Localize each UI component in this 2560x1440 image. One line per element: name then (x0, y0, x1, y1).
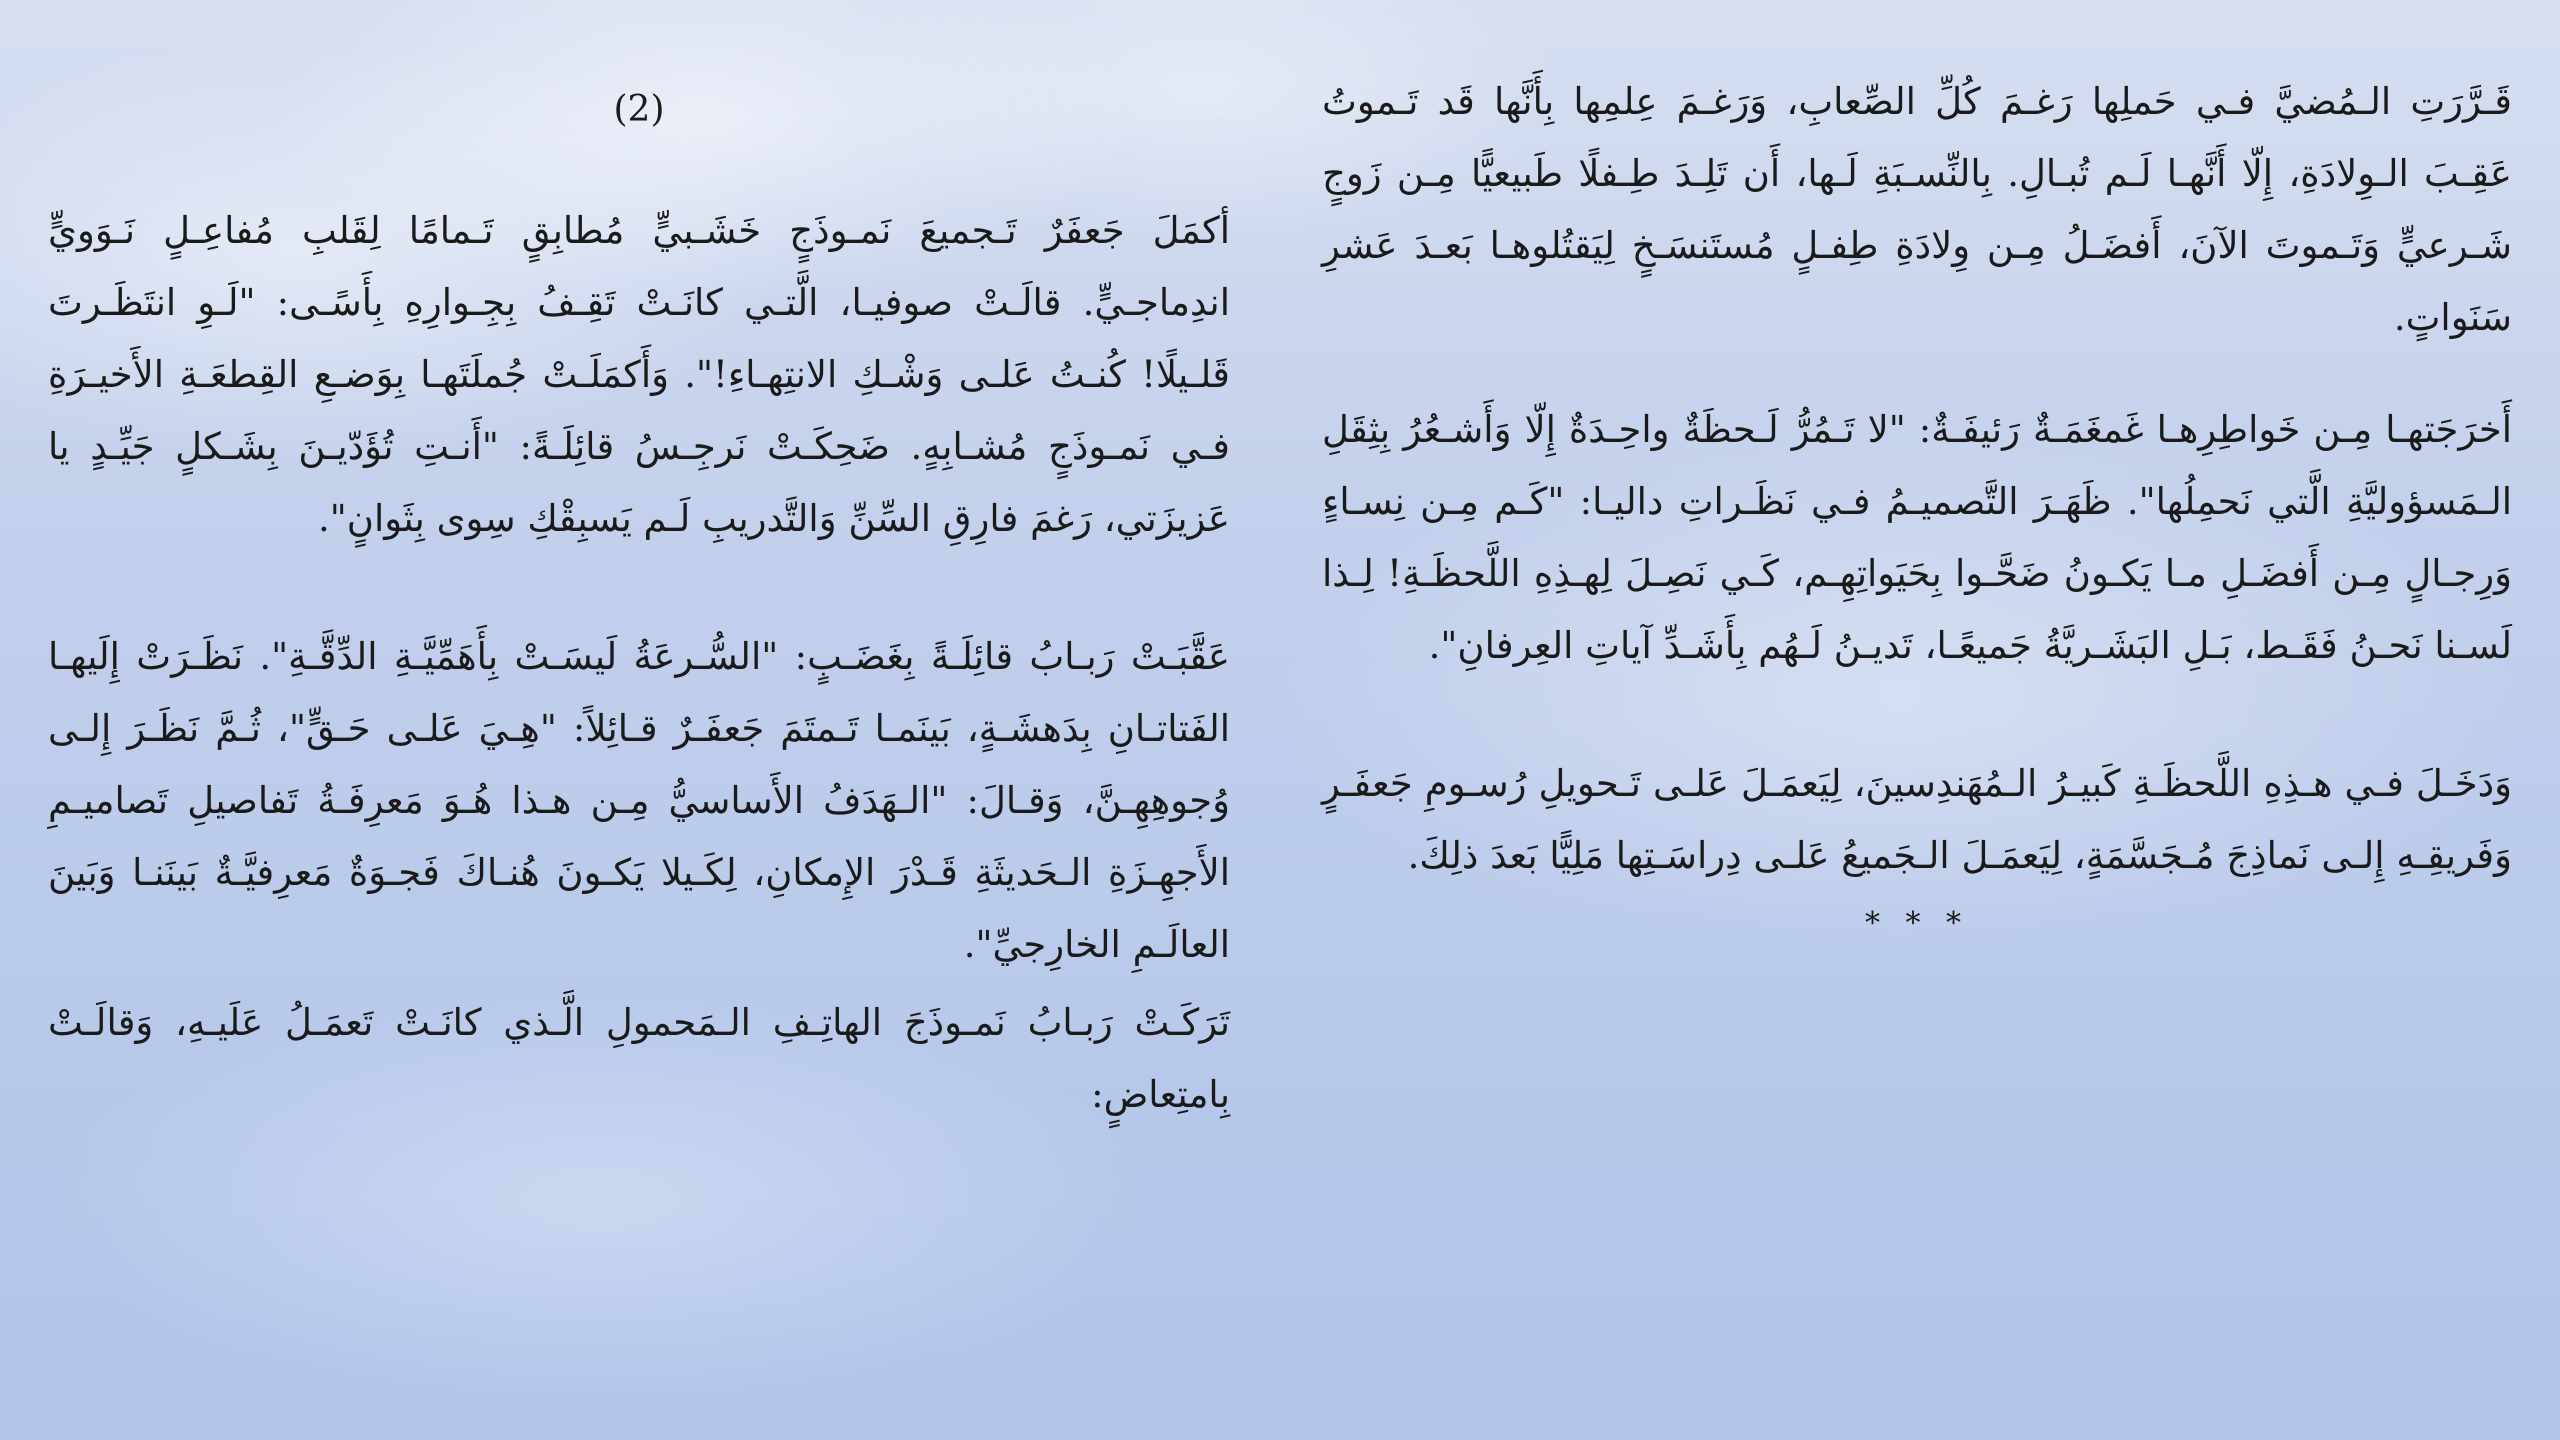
page-number: (2) (613, 89, 665, 130)
left-paragraph-3: تَرَكَـتْ رَبـابُ نَمـوذَجَ الهاتِـفِ الـمَحمولِ الَّـذي كانَـتْ تَعمَـلُ عَلَيـهِ، وَقالَـتْ بِامتِعاضٍ: (48, 1001, 1230, 1116)
right-paragraph-1: قَـرَّرَتِ الـمُضيَّ فـي حَملِها رَغـمَ كُلِّ الصِّعابِ، وَرَغـمَ عِلمِها بِأَنَّها قَد تَـموتُ عَقِـبَ الـوِلادَةِ، إِلّا أَنَّهـا لَـم تُبـالِ. بِالنِّسـبَةِ لَـها، أَن تَلِـدَ طِـفلًا طَبيعيًّا مِـن زَوجٍ شَـرعيٍّ وَتَـموتَ الآنَ، أَفضَـلُ مِـن وِلادَةِ طِفـلٍ مُستَنسَـخٍ لِيَقتُلوهـا بَعـدَ عَشرِ سَنَواتٍ. (1322, 80, 2512, 339)
left-page-content (48, 195, 1230, 1131)
left-paragraph-2: عَقَّبَـتْ رَبـابُ قائِلَـةً بِغَضَـبٍ: "السُّـرعَةُ لَيسَـتْ بِأَهَمِّيَّـةِ الدِّقَّـةِ". نَظَـرَتْ إِلَيهـا الفَتاتـانِ بِدَهشَـةٍ، بَينَمـا تَـمتَمَ جَعفَـرٌ قـائِلاً: "هِـيَ عَلـى حَـقٍّ"، ثُـمَّ نَظَـرَ إِلـى وُجوهِهِـنَّ، وَقـالَ: "الـهَدَفُ الأَساسيُّ مِـن هـذا هُـوَ مَعرِفَـةُ تَفاصيلِ تَصاميـمِ الأَجهِـزَةِ الـحَديثَةِ قَـدْرَ الإِمكانِ، لِكَـيلا يَكـونَ هُنـاكَ فَجـوَةٌ مَعرِفيَّـةٌ بَينَنـا وَبَينَ العالَـمِ الخارِجيِّ". (48, 635, 1230, 966)
section-separator: * * * (1864, 906, 1970, 941)
right-page (1322, 0, 2512, 1440)
right-paragraph-3: وَدَخَـلَ فـي هـذِهِ اللَّحظَـةِ كَبيـرُ الـمُهَندِسينَ، لِيَعمَـلَ عَلـى تَـحويلِ رُسـومِ جَعفَـرٍ وَفَريقِـهِ إِلـى نَماذِجَ مُـجَسَّمَةٍ، لِيَعمَـلَ الـجَميعُ عَلـى دِراسَـتِها مَلِيًّا بَعدَ ذلِكَ. (1322, 762, 2512, 877)
left-page (48, 0, 1230, 1440)
right-paragraph-2: أَخرَجَتهـا مِـن خَواطِرِهـا غَمغَمَـةٌ رَئيفَـةٌ: "لا تَـمُرُّ لَـحظَةٌ واحِـدَةٌ إِلّا وَأَشـعُرُ بِثِقَلِ الـمَسؤوليَّةِ الَّتي نَحمِلُها". ظَهَـرَ التَّصميـمُ فـي نَظَـراتِ داليـا: "كَـم مِـن نِسـاءٍ وَرِجـالٍ مِـن أَفضَـلِ مـا يَكـونُ ضَحَّـوا بِحَيَواتِهِـم، كَـي نَصِـلَ لِهـذِهِ اللَّحظَـةِ! لِـذا لَسـنا نَحـنُ فَقَـط، بَـلِ البَشَـريَّةُ جَميعًـا، تَديـنُ لَـهُم بِأَشَـدِّ آياتِ العِرفانِ". (1322, 408, 2512, 667)
right-page-content (1322, 66, 2512, 941)
left-paragraph-1: أكمَلَ جَعفَرٌ تَـجميعَ نَمـوذَجٍ خَشَـبيٍّ مُطابِقٍ تَـمامًا لِقَلبِ مُفاعِـلٍ نَـوَويٍّ اندِماجـيٍّ. قالَـتْ صوفيـا، الَّتـي كانَـتْ تَقِـفُ بِجِـوارِهِ بِأَسًـى: "لَـوِ انتَظَـرتَ قَلـيلًا! كُنـتُ عَلـى وَشْـكِ الانتِهـاءِ!". وَأَكمَلَـتْ جُملَتَهـا بِوَضـعِ القِطعَـةِ الأَخيـرَةِ فـي نَمـوذَجٍ مُشـابِهٍ. ضَحِكَـتْ نَرجِـسُ قائِلَـةً: "أَنـتِ تُؤَدّيـنَ بِشَـكلٍ جَيِّـدٍ يا عَزيزَتي، رَغمَ فارِقِ السِّنِّ وَالتَّدريبِ لَـم يَسبِقْكِ سِوى بِثَوانٍ". (48, 209, 1230, 540)
